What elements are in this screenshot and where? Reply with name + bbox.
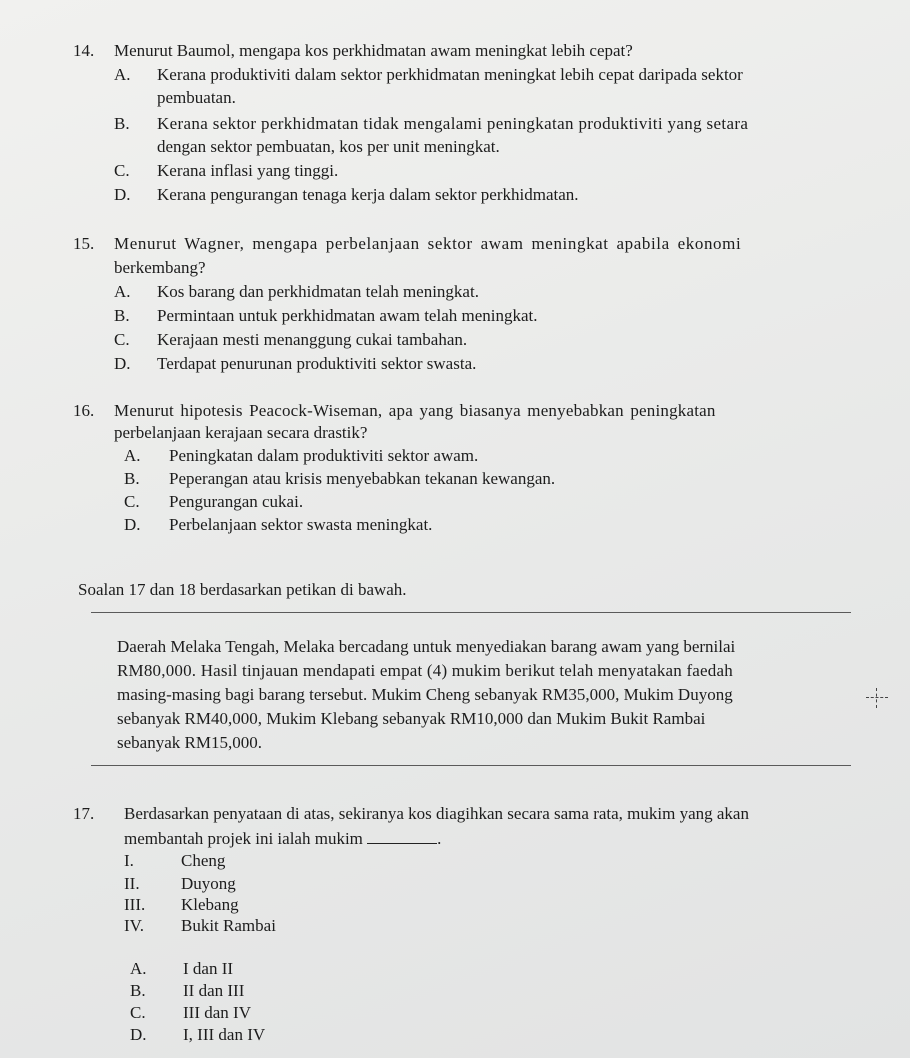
item-numeral: III. [124,895,146,914]
option-text: I, III dan IV [183,1025,266,1044]
option-letter: B. [114,306,130,325]
option-text: III dan IV [183,1003,251,1022]
item-numeral: II. [124,874,140,893]
question-number: 14. [73,41,95,60]
option-text: Kos barang dan perkhidmatan telah meningkat. [157,282,479,301]
question-stem: Menurut Baumol, mengapa kos perkhidmatan awam meningkat lebih cepat? [114,41,633,60]
question-number: 16. [73,401,95,420]
option-text: Terdapat penurunan produktiviti sektor swasta. [157,354,477,373]
option-text: Kerajaan mesti menanggung cukai tambahan. [157,330,468,349]
question-number: 17. [73,804,95,823]
option-text: Permintaan untuk perkhidmatan awam telah meningkat. [157,306,538,325]
option-letter: C. [114,330,130,349]
item-text: Klebang [181,895,239,914]
option-letter: D. [124,515,141,534]
question-stem: perbelanjaan kerajaan secara drastik? [114,423,368,442]
option-letter: A. [114,65,131,84]
option-text: Peningkatan dalam produktiviti sektor awam. [169,446,479,465]
option-letter: B. [130,981,146,1000]
item-text: Duyong [181,874,236,893]
item-text: Bukit Rambai [181,916,276,935]
item-numeral: IV. [124,916,144,935]
passage-line: masing-masing bagi barang tersebut. Mukim Cheng sebanyak RM35,000, Mukim Duyong [117,685,733,704]
option-letter: D. [114,185,131,204]
option-letter: B. [124,469,140,488]
question-stem: berkembang? [114,258,206,277]
answer-blank [367,829,437,844]
option-letter: D. [114,354,131,373]
option-letter: C. [124,492,140,511]
item-numeral: I. [124,851,134,870]
question-stem: Menurut Wagner, mengapa perbelanjaan sektor awam meningkat apabila ekonomi [114,234,742,253]
option-letter: A. [114,282,131,301]
passage-line: sebanyak RM15,000. [117,733,262,752]
option-letter: A. [130,959,147,978]
question-stem: membantah projek ini ialah mukim [124,829,363,848]
question-stem: Berdasarkan penyataan di atas, sekiranya kos diagihkan secara sama rata, mukim yang akan [124,804,749,823]
option-letter: D. [130,1025,147,1044]
option-text: Pengurangan cukai. [169,492,304,511]
option-text: Kerana produktiviti dalam sektor perkhidmatan meningkat lebih cepat daripada sektor [157,65,743,84]
passage-line: sebanyak RM40,000, Mukim Klebang sebanyak RM10,000 dan Mukim Bukit Rambai [117,709,706,728]
stem-end: . [437,829,442,848]
option-text: Kerana inflasi yang tinggi. [157,161,339,180]
option-text: dengan sektor pembuatan, kos per unit meningkat. [157,137,500,156]
option-letter: A. [124,446,141,465]
option-letter: C. [114,161,130,180]
option-text: pembuatan. [157,88,236,107]
question-number: 15. [73,234,95,253]
passage-line: RM80,000. Hasil tinjauan mendapati empat (4) mukim berikut telah menyatakan faedah [117,661,733,680]
question-stem-line2 [124,829,441,849]
option-text: II dan III [183,981,245,1000]
option-text: Kerana sektor perkhidmatan tidak mengalami peningkatan produktiviti yang setara [157,114,749,133]
margin-mark [866,688,888,712]
item-text: Cheng [181,851,226,870]
option-letter: B. [114,114,130,133]
option-text: I dan II [183,959,234,978]
section-intro: Soalan 17 dan 18 berdasarkan petikan di bawah. [78,580,407,599]
question-stem: Menurut hipotesis Peacock-Wiseman, apa yang biasanya menyebabkan peningkatan [114,401,716,420]
option-text: Perbelanjaan sektor swasta meningkat. [169,515,433,534]
option-letter: C. [130,1003,146,1022]
option-text: Peperangan atau krisis menyebabkan tekanan kewangan. [169,469,556,488]
option-text: Kerana pengurangan tenaga kerja dalam sektor perkhidmatan. [157,185,579,204]
passage-line: Daerah Melaka Tengah, Melaka bercadang untuk menyediakan barang awam yang bernilai [117,637,736,656]
